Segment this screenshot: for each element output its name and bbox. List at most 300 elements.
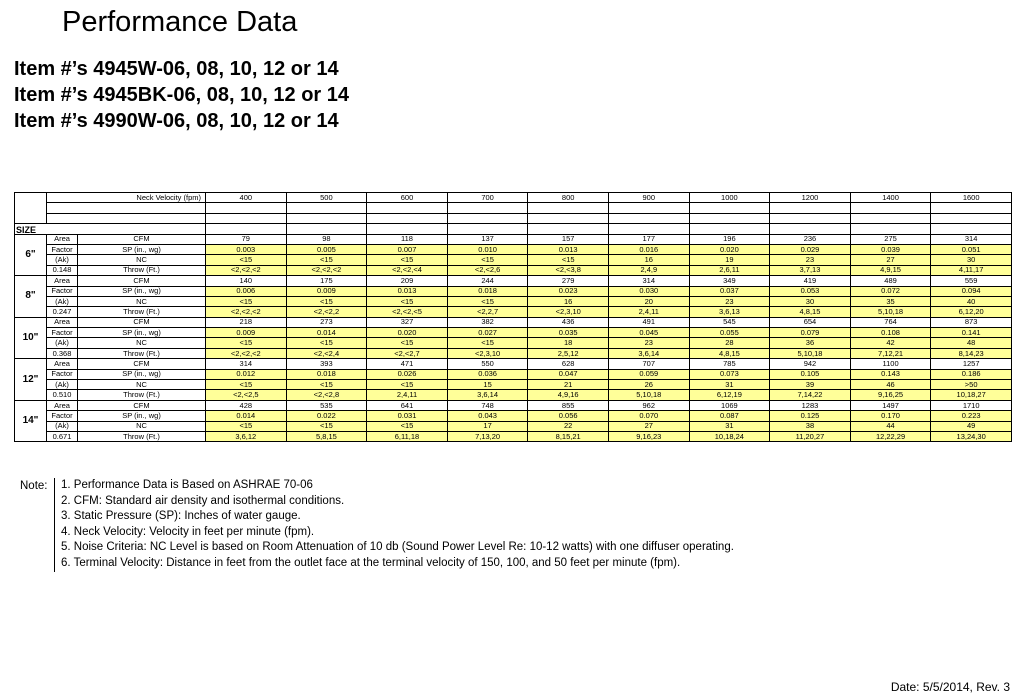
data-cell: 42	[850, 338, 931, 348]
note-item: 5. Noise Criteria: NC Level is based on Room Attenuation of 10 db (Sound Power Level Re: 10-12 watts) with one diffuser operating.	[61, 541, 734, 554]
data-cell: 23	[770, 255, 851, 265]
data-cell: 962	[608, 400, 689, 410]
velocity-header-cell: 1200	[770, 193, 851, 203]
data-cell: 16	[528, 296, 609, 306]
data-cell: 0.036	[447, 369, 528, 379]
data-cell: 7,13,20	[447, 431, 528, 441]
data-cell: 0.013	[367, 286, 448, 296]
note-item: 3. Static Pressure (SP): Inches of water gauge.	[61, 510, 301, 523]
area-factor-label: 0.148	[47, 265, 78, 275]
data-cell: 4,8,15	[689, 348, 770, 358]
row-label: SP (in., wg)	[78, 286, 206, 296]
area-factor-label: (Ak)	[47, 255, 78, 265]
data-cell: 49	[931, 421, 1012, 431]
data-cell: 0.170	[850, 411, 931, 421]
area-factor-label: Factor	[47, 369, 78, 379]
data-cell: 0.043	[447, 411, 528, 421]
data-cell: 0.029	[770, 244, 851, 254]
data-cell: 3,7,13	[770, 265, 851, 275]
spacer-cell	[367, 213, 448, 223]
row-label: CFM	[78, 234, 206, 244]
data-cell: 2,5,12	[528, 348, 609, 358]
data-cell: <2,2,7	[447, 307, 528, 317]
data-cell: 9,16,25	[850, 390, 931, 400]
spacer-cell	[850, 203, 931, 213]
row-label: NC	[78, 421, 206, 431]
spacer-cell	[931, 224, 1012, 234]
data-cell: 2,4,11	[367, 390, 448, 400]
data-cell: <15	[367, 255, 448, 265]
data-cell: <2,3,10	[447, 348, 528, 358]
area-factor-label: 0.671	[47, 431, 78, 441]
data-cell: 6,12,20	[931, 307, 1012, 317]
data-cell: 21	[528, 380, 609, 390]
data-cell: <2,<2,<2	[206, 265, 287, 275]
data-cell: 7,14,22	[770, 390, 851, 400]
velocity-header-cell: 600	[367, 193, 448, 203]
data-cell: 0.053	[770, 286, 851, 296]
data-cell: 0.009	[206, 328, 287, 338]
data-cell: 5,8,15	[286, 431, 367, 441]
data-cell: 0.005	[286, 244, 367, 254]
row-label: SP (in., wg)	[78, 244, 206, 254]
data-cell: 209	[367, 276, 448, 286]
data-cell: 0.223	[931, 411, 1012, 421]
row-label: NC	[78, 255, 206, 265]
data-cell: 0.087	[689, 411, 770, 421]
data-cell: <15	[286, 421, 367, 431]
spacer-cell	[528, 224, 609, 234]
spacer-cell	[206, 224, 287, 234]
data-cell: <2,<2,<2	[206, 348, 287, 358]
data-cell: 44	[850, 421, 931, 431]
data-cell: <15	[206, 255, 287, 265]
data-cell: 0.141	[931, 328, 1012, 338]
data-cell: 942	[770, 359, 851, 369]
row-label: Throw (Ft.)	[78, 265, 206, 275]
spacer-cell	[528, 203, 609, 213]
data-cell: 0.010	[447, 244, 528, 254]
spacer-cell	[206, 213, 287, 223]
velocity-header-cell: 900	[608, 193, 689, 203]
notes-label: Note:	[20, 480, 48, 492]
spacer-cell	[850, 213, 931, 223]
spacer-cell	[770, 213, 851, 223]
data-cell: 0.059	[608, 369, 689, 379]
data-cell: 0.055	[689, 328, 770, 338]
spacer-cell	[931, 213, 1012, 223]
data-cell: 0.186	[931, 369, 1012, 379]
row-label: SP (in., wg)	[78, 369, 206, 379]
row-label: CFM	[78, 400, 206, 410]
data-cell: 393	[286, 359, 367, 369]
size-label: 6"	[15, 234, 47, 276]
data-cell: <2,<2,7	[367, 348, 448, 358]
data-cell: <15	[528, 255, 609, 265]
data-cell: 855	[528, 400, 609, 410]
row-label: CFM	[78, 276, 206, 286]
data-cell: 3,6,13	[689, 307, 770, 317]
data-cell: 2,4,9	[608, 265, 689, 275]
data-cell: <15	[286, 338, 367, 348]
spacer-cell	[528, 213, 609, 223]
spacer-cell	[689, 203, 770, 213]
data-cell: <15	[286, 380, 367, 390]
data-cell: 244	[447, 276, 528, 286]
row-label: NC	[78, 296, 206, 306]
data-cell: 28	[689, 338, 770, 348]
data-cell: 31	[689, 380, 770, 390]
row-label: SP (in., wg)	[78, 411, 206, 421]
data-cell: <15	[206, 338, 287, 348]
spacer-cell	[608, 213, 689, 223]
data-cell: 26	[608, 380, 689, 390]
data-cell: 177	[608, 234, 689, 244]
spacer-cell	[689, 224, 770, 234]
data-cell: <2,3,10	[528, 307, 609, 317]
data-cell: 13,24,30	[931, 431, 1012, 441]
data-cell: 0.012	[206, 369, 287, 379]
size-label: 10"	[15, 317, 47, 359]
data-cell: 18	[528, 338, 609, 348]
spacer-cell	[447, 203, 528, 213]
data-cell: <15	[367, 338, 448, 348]
data-cell: 48	[931, 338, 1012, 348]
row-label: NC	[78, 338, 206, 348]
spacer-cell	[689, 213, 770, 223]
table-row	[15, 348, 1012, 358]
data-cell: 314	[931, 234, 1012, 244]
data-cell: 6,11,18	[367, 431, 448, 441]
neck-velocity-label: Neck Velocity (fpm)	[47, 193, 206, 203]
data-cell: 0.030	[608, 286, 689, 296]
table-row	[15, 328, 1012, 338]
spacer-cell	[931, 203, 1012, 213]
data-cell: 157	[528, 234, 609, 244]
data-cell: 419	[770, 276, 851, 286]
data-cell: <15	[206, 421, 287, 431]
data-cell: <15	[206, 380, 287, 390]
data-cell: 5,10,18	[850, 307, 931, 317]
data-cell: 1497	[850, 400, 931, 410]
data-cell: 428	[206, 400, 287, 410]
row-label: Throw (Ft.)	[78, 390, 206, 400]
data-cell: 0.020	[367, 328, 448, 338]
data-cell: <15	[367, 421, 448, 431]
data-cell: 16	[608, 255, 689, 265]
table-row	[15, 400, 1012, 410]
table-row	[15, 234, 1012, 244]
data-cell: 0.073	[689, 369, 770, 379]
performance-table-body	[15, 193, 1012, 442]
data-cell: <2,<2,4	[286, 348, 367, 358]
data-cell: 0.022	[286, 411, 367, 421]
data-cell: 2,6,11	[689, 265, 770, 275]
table-row	[15, 265, 1012, 275]
note-item: 1. Performance Data is Based on ASHRAE 70-06	[61, 479, 313, 491]
data-cell: 10,18,24	[689, 431, 770, 441]
velocity-header-cell: 1600	[931, 193, 1012, 203]
note-item: 4. Neck Velocity: Velocity in feet per minute (fpm).	[61, 525, 315, 538]
data-cell: 27	[608, 421, 689, 431]
data-cell: 0.013	[528, 244, 609, 254]
data-cell: 0.037	[689, 286, 770, 296]
data-cell: 9,16,23	[608, 431, 689, 441]
table-row	[15, 380, 1012, 390]
area-factor-label: (Ak)	[47, 296, 78, 306]
row-label: SP (in., wg)	[78, 328, 206, 338]
area-factor-label: Area	[47, 400, 78, 410]
data-cell: 38	[770, 421, 851, 431]
velocity-header-cell: 1400	[850, 193, 931, 203]
header-spacer-row	[15, 213, 1012, 223]
data-cell: 5,10,18	[770, 348, 851, 358]
data-cell: 236	[770, 234, 851, 244]
data-cell: 196	[689, 234, 770, 244]
data-cell: 1710	[931, 400, 1012, 410]
data-cell: <15	[447, 296, 528, 306]
table-row	[15, 359, 1012, 369]
data-cell: 3,6,14	[608, 348, 689, 358]
area-factor-label: Factor	[47, 244, 78, 254]
spacer-cell	[286, 213, 367, 223]
data-cell: 0.027	[447, 328, 528, 338]
data-cell: 785	[689, 359, 770, 369]
area-factor-label: Area	[47, 317, 78, 327]
data-cell: 0.072	[850, 286, 931, 296]
data-cell: 19	[689, 255, 770, 265]
data-cell: 0.105	[770, 369, 851, 379]
data-cell: 545	[689, 317, 770, 327]
data-cell: 0.003	[206, 244, 287, 254]
data-cell: 382	[447, 317, 528, 327]
area-factor-label: Area	[47, 276, 78, 286]
data-cell: 0.039	[850, 244, 931, 254]
spacer-cell	[447, 213, 528, 223]
row-label: Throw (Ft.)	[78, 431, 206, 441]
data-cell: 140	[206, 276, 287, 286]
header-blank-cell	[15, 193, 47, 224]
data-cell: 0.014	[286, 328, 367, 338]
spacer-cell	[286, 203, 367, 213]
spacer-cell	[367, 224, 448, 234]
data-cell: 22	[528, 421, 609, 431]
data-cell: 0.014	[206, 411, 287, 421]
data-cell: 0.070	[608, 411, 689, 421]
data-cell: 218	[206, 317, 287, 327]
note-item: 6. Terminal Velocity: Distance in feet from the outlet face at the terminal velocity of 150, 100, and 50 feet per minute (fpm).	[61, 556, 681, 569]
table-row	[15, 244, 1012, 254]
header-row-velocity	[15, 193, 1012, 203]
data-cell: 4,8,15	[770, 307, 851, 317]
data-cell: 8,15,21	[528, 431, 609, 441]
data-cell: 641	[367, 400, 448, 410]
data-cell: 10,18,27	[931, 390, 1012, 400]
data-cell: 15	[447, 380, 528, 390]
area-factor-label: (Ak)	[47, 421, 78, 431]
data-cell: 489	[850, 276, 931, 286]
data-cell: 275	[850, 234, 931, 244]
data-cell: 0.018	[286, 369, 367, 379]
area-factor-label: 0.368	[47, 348, 78, 358]
table-row	[15, 296, 1012, 306]
velocity-header-cell: 800	[528, 193, 609, 203]
spacer-cell	[286, 224, 367, 234]
data-cell: 118	[367, 234, 448, 244]
area-factor-label: Factor	[47, 411, 78, 421]
data-cell: 27	[850, 255, 931, 265]
data-cell: <2,<2,8	[286, 390, 367, 400]
spacer-cell	[47, 213, 206, 223]
data-cell: 7,12,21	[850, 348, 931, 358]
table-row	[15, 369, 1012, 379]
data-cell: <15	[286, 255, 367, 265]
data-cell: 4,9,15	[850, 265, 931, 275]
data-cell: 1257	[931, 359, 1012, 369]
data-cell: 0.143	[850, 369, 931, 379]
velocity-header-cell: 1000	[689, 193, 770, 203]
data-cell: 137	[447, 234, 528, 244]
data-cell: 0.125	[770, 411, 851, 421]
area-factor-label: 0.510	[47, 390, 78, 400]
data-cell: 0.051	[931, 244, 1012, 254]
area-factor-label: Area	[47, 359, 78, 369]
data-cell: <15	[447, 338, 528, 348]
data-cell: <2,<3,8	[528, 265, 609, 275]
size-label: 12"	[15, 359, 47, 401]
table-row	[15, 317, 1012, 327]
data-cell: <2,<2,<5	[367, 307, 448, 317]
data-cell: 327	[367, 317, 448, 327]
data-cell: 748	[447, 400, 528, 410]
data-cell: <15	[367, 296, 448, 306]
row-label: CFM	[78, 317, 206, 327]
data-cell: 31	[689, 421, 770, 431]
data-cell: 436	[528, 317, 609, 327]
item-line: Item #’s 4945W-06, 08, 10, 12 or 14	[14, 58, 339, 80]
spacer-cell	[447, 224, 528, 234]
table-row	[15, 421, 1012, 431]
data-cell: 471	[367, 359, 448, 369]
table-row	[15, 255, 1012, 265]
data-cell: 707	[608, 359, 689, 369]
spacer-cell	[770, 203, 851, 213]
data-cell: 535	[286, 400, 367, 410]
data-cell: 0.035	[528, 328, 609, 338]
spacer-cell	[608, 224, 689, 234]
data-cell: 349	[689, 276, 770, 286]
notes-list	[54, 478, 734, 572]
data-cell: 764	[850, 317, 931, 327]
item-number-list	[14, 56, 349, 134]
table-row	[15, 286, 1012, 296]
spacer-cell	[608, 203, 689, 213]
data-cell: 79	[206, 234, 287, 244]
area-factor-label: (Ak)	[47, 380, 78, 390]
data-cell: 2,4,11	[608, 307, 689, 317]
data-cell: 0.026	[367, 369, 448, 379]
area-factor-label: Factor	[47, 286, 78, 296]
spacer-cell	[206, 203, 287, 213]
data-cell: 0.023	[528, 286, 609, 296]
data-cell: <15	[447, 255, 528, 265]
data-cell: 4,9,16	[528, 390, 609, 400]
data-cell: 491	[608, 317, 689, 327]
data-cell: 23	[608, 338, 689, 348]
velocity-header-cell: 400	[206, 193, 287, 203]
data-cell: 1100	[850, 359, 931, 369]
data-cell: 314	[608, 276, 689, 286]
data-cell: <15	[286, 296, 367, 306]
data-cell: 1283	[770, 400, 851, 410]
table-row	[15, 307, 1012, 317]
item-line: Item #’s 4945BK-06, 08, 10, 12 or 14	[14, 84, 350, 106]
size-label: 14"	[15, 400, 47, 442]
data-cell: 0.045	[608, 328, 689, 338]
data-cell: <15	[206, 296, 287, 306]
data-cell: 654	[770, 317, 851, 327]
data-cell: 0.020	[689, 244, 770, 254]
data-cell: 35	[850, 296, 931, 306]
area-factor-label: Factor	[47, 328, 78, 338]
data-cell: 40	[931, 296, 1012, 306]
row-label: CFM	[78, 359, 206, 369]
data-cell: >50	[931, 380, 1012, 390]
data-cell: 0.108	[850, 328, 931, 338]
data-cell: 8,14,23	[931, 348, 1012, 358]
table-row	[15, 411, 1012, 421]
data-cell: 0.031	[367, 411, 448, 421]
data-cell: 6,12,19	[689, 390, 770, 400]
header-spacer-row	[15, 203, 1012, 213]
area-factor-label: 0.247	[47, 307, 78, 317]
size-label: 8"	[15, 276, 47, 318]
velocity-header-cell: 500	[286, 193, 367, 203]
area-factor-label: (Ak)	[47, 338, 78, 348]
data-cell: 98	[286, 234, 367, 244]
data-cell: 559	[931, 276, 1012, 286]
data-cell: 873	[931, 317, 1012, 327]
table-row	[15, 390, 1012, 400]
data-cell: 3,6,12	[206, 431, 287, 441]
data-cell: 36	[770, 338, 851, 348]
data-cell: 628	[528, 359, 609, 369]
data-cell: 5,10,18	[608, 390, 689, 400]
data-cell: 273	[286, 317, 367, 327]
row-label: Throw (Ft.)	[78, 307, 206, 317]
data-cell: 0.079	[770, 328, 851, 338]
table-row	[15, 276, 1012, 286]
data-cell: 11,20,27	[770, 431, 851, 441]
data-cell: 0.007	[367, 244, 448, 254]
performance-table	[14, 192, 1012, 442]
data-cell: <2,<2,6	[447, 265, 528, 275]
spacer-cell	[47, 203, 206, 213]
data-cell: 0.094	[931, 286, 1012, 296]
size-header-label: SIZE	[15, 224, 206, 234]
spacer-cell	[770, 224, 851, 234]
data-cell: 0.056	[528, 411, 609, 421]
data-cell: 17	[447, 421, 528, 431]
data-cell: 0.006	[206, 286, 287, 296]
row-label: NC	[78, 380, 206, 390]
data-cell: 23	[689, 296, 770, 306]
data-cell: <15	[367, 380, 448, 390]
velocity-header-cell: 700	[447, 193, 528, 203]
data-cell: 4,11,17	[931, 265, 1012, 275]
data-cell: 0.016	[608, 244, 689, 254]
table-row	[15, 338, 1012, 348]
